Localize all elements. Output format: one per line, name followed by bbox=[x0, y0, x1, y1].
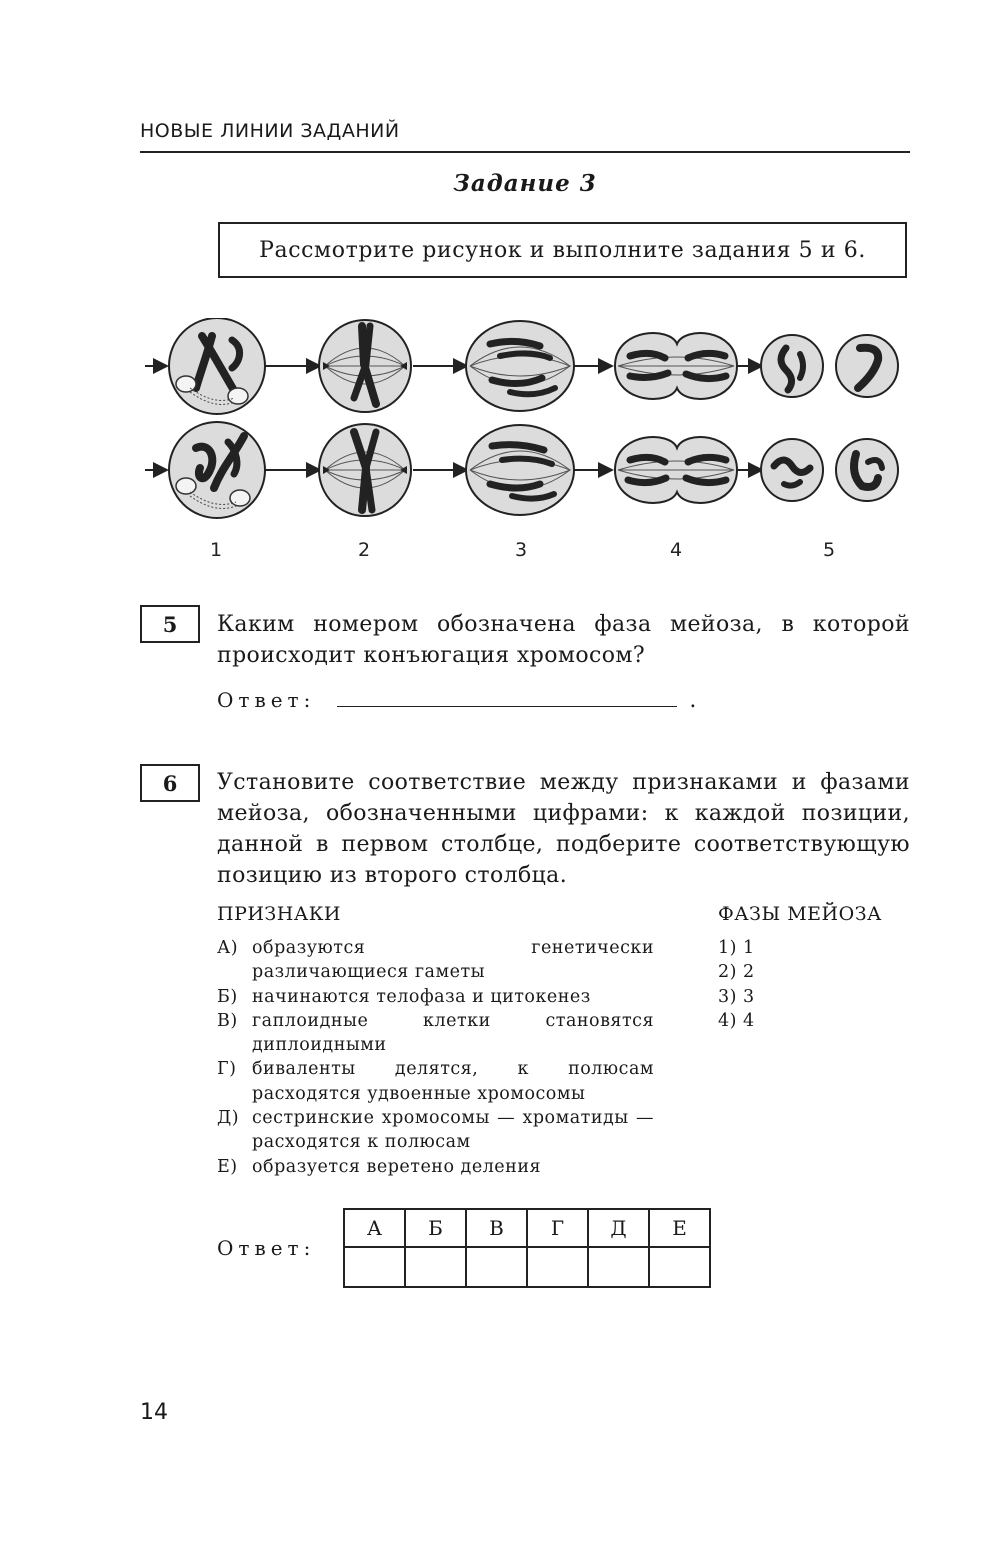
cell-gametes-row2 bbox=[761, 439, 898, 501]
question-6-text: Установите соответствие между признаками и фазами мейоза, обозначенными цифрами: к каждой позиции, данной в первом столбце, подберите соответствующую позицию из второго столбца. bbox=[217, 770, 910, 888]
cell-gametes-row1 bbox=[761, 335, 898, 397]
criterion-item: Е) образуется веретено деления bbox=[217, 1156, 542, 1177]
phases-list bbox=[718, 936, 755, 1033]
answer-table-header: В bbox=[466, 1209, 527, 1247]
phase-option: 3) 3 bbox=[718, 986, 755, 1007]
figure-label: 3 bbox=[514, 539, 528, 561]
figure-label: 2 bbox=[357, 539, 371, 561]
answer-cell[interactable] bbox=[527, 1247, 588, 1287]
question-5-answer-line bbox=[217, 684, 696, 713]
answer-label: Ответ: bbox=[217, 1236, 316, 1260]
task-title: Задание 3 bbox=[453, 170, 597, 197]
criterion-item: Б) начинаются телофаза и цитокенез bbox=[217, 986, 591, 1007]
criterion-item: В) гаплоидные клетки становятся диплоидными bbox=[217, 1010, 654, 1056]
cell-metaphase-row1 bbox=[319, 320, 411, 412]
meiosis-figure bbox=[140, 318, 920, 578]
criterion-item: Г) биваленты делятся, к полюсам расходятся удвоенные хромосомы bbox=[217, 1059, 654, 1104]
figure-label: 5 bbox=[822, 539, 836, 561]
question-6-number: 6 bbox=[140, 764, 200, 802]
answer-table-header: Б bbox=[405, 1209, 466, 1247]
header-rule bbox=[140, 151, 910, 153]
instruction-box bbox=[218, 222, 907, 278]
criterion-item: А) образуются генетически различающиеся гаметы bbox=[217, 938, 654, 983]
answer-table-header: Г bbox=[527, 1209, 588, 1247]
answer-label: Ответ: bbox=[217, 688, 316, 712]
cell-metaphase-row2 bbox=[319, 424, 411, 516]
answer-cell[interactable] bbox=[405, 1247, 466, 1287]
phase-option: 2) 2 bbox=[718, 962, 755, 983]
page-number: 14 bbox=[140, 1400, 168, 1425]
answer-table bbox=[343, 1208, 711, 1288]
answer-cell[interactable] bbox=[344, 1247, 405, 1287]
answer-table-header: А bbox=[344, 1209, 405, 1247]
criterion-item: Д) сестринские хромосомы — хроматиды — расходятся к полюсам bbox=[217, 1108, 654, 1153]
answer-cell[interactable] bbox=[588, 1247, 649, 1287]
answer-period: . bbox=[689, 688, 697, 713]
answer-cell[interactable] bbox=[649, 1247, 710, 1287]
cell-telophase-row1 bbox=[615, 333, 737, 399]
question-5-text: Каким номером обозначена фаза мейоза, в которой происходит конъюгация хромосом? bbox=[217, 612, 910, 668]
cell-anaphase-row1 bbox=[466, 321, 574, 411]
figure-label: 4 bbox=[669, 539, 683, 561]
cell-prophase-row2 bbox=[169, 422, 265, 518]
phase-option: 4) 4 bbox=[718, 1010, 755, 1031]
answer-input-line[interactable] bbox=[337, 684, 677, 707]
phases-header: ФАЗЫ МЕЙОЗА bbox=[718, 903, 882, 925]
cell-telophase-row2 bbox=[615, 437, 737, 503]
phase-option: 1) 1 bbox=[718, 938, 755, 958]
answer-table-header: Д bbox=[588, 1209, 649, 1247]
question-5-number: 5 bbox=[140, 605, 200, 643]
answer-table-header: Е bbox=[649, 1209, 710, 1247]
answer-cell[interactable] bbox=[466, 1247, 527, 1287]
figure-label: 1 bbox=[209, 539, 223, 561]
criteria-header: ПРИЗНАКИ bbox=[217, 903, 341, 925]
cell-anaphase-row2 bbox=[466, 425, 574, 515]
criteria-list bbox=[217, 936, 654, 1179]
cell-prophase-row1 bbox=[169, 318, 265, 414]
running-header: НОВЫЕ ЛИНИИ ЗАДАНИЙ bbox=[140, 120, 400, 142]
instruction-text: Рассмотрите рисунок и выполните задания 5 и 6. bbox=[259, 237, 866, 263]
